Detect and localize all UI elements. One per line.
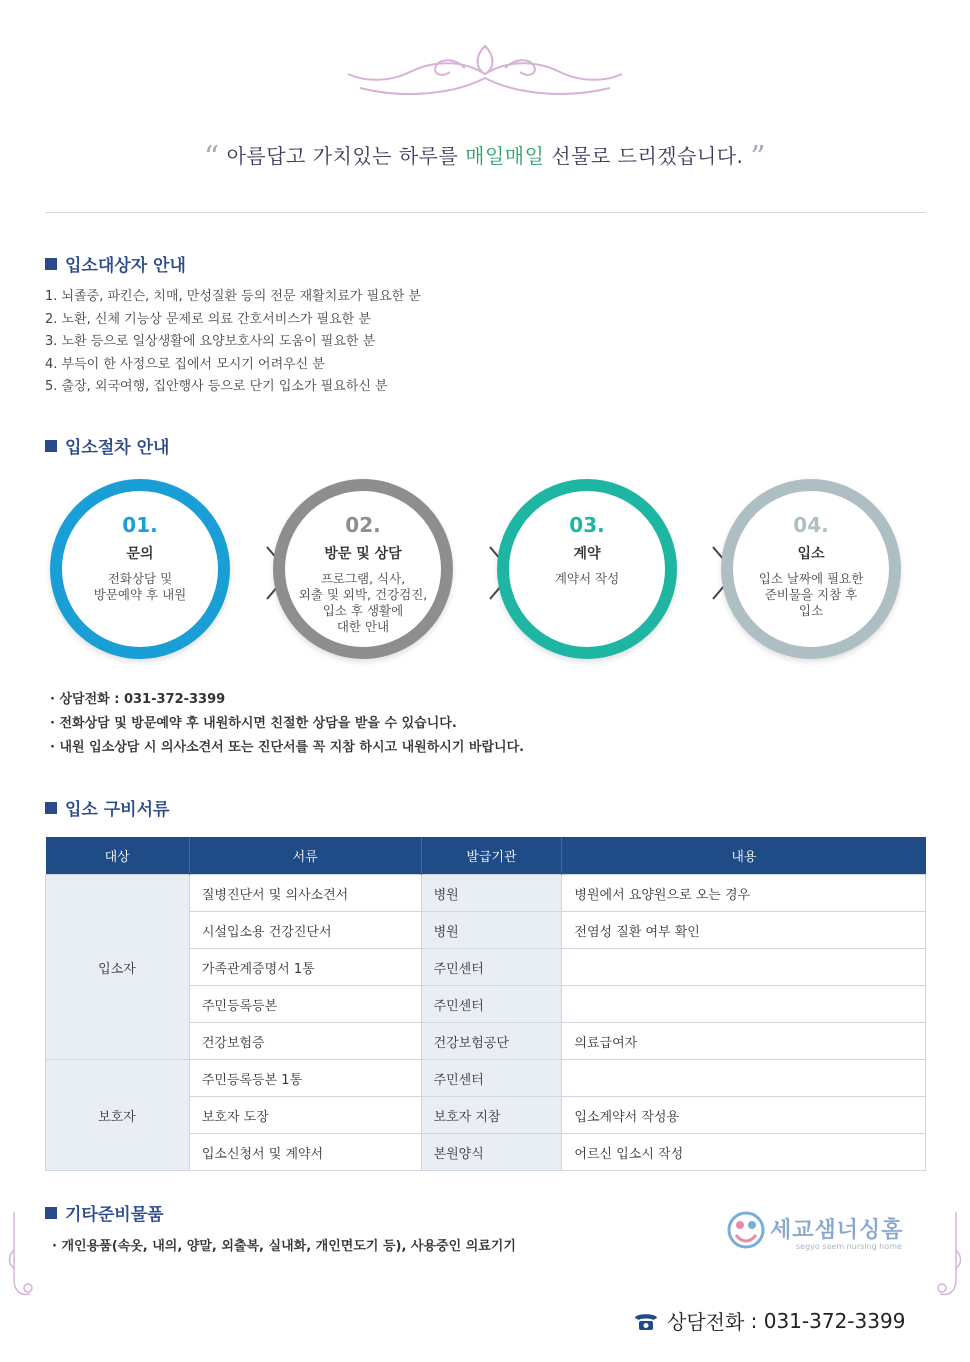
step-description: 프로그램, 식사, 외출 및 외박, 건강검진, 입소 후 생활에 대한 안내	[298, 571, 428, 634]
list-item: 3. 노환 등으로 일상생활에 요양보호사의 도움이 필요한 분	[45, 334, 376, 349]
eligibility-list	[45, 286, 421, 399]
step-description: 계약서 작성	[554, 571, 620, 586]
section-title-text: 입소절차 안내	[65, 438, 170, 458]
table-cell: 병원에서 요양원으로 오는 경우	[562, 875, 926, 912]
step-description: 전화상담 및 방문예약 후 내원	[93, 571, 187, 602]
procedure-notes	[50, 688, 524, 760]
phone-label: 상담전화	[667, 1310, 745, 1334]
open-quote-mark: “	[203, 140, 220, 175]
step-description: 입소 날짜에 필요한 준비물을 지참 후 입소	[758, 571, 864, 618]
table-cell: 건강보험증	[189, 1023, 421, 1060]
list-item: 4. 부득이 한 사정으로 집에서 모시기 어려우신 분	[45, 356, 325, 372]
decorative-ornament-top	[340, 38, 630, 108]
phone-separator: :	[744, 1308, 764, 1333]
slogan-highlight: 매일매일	[465, 144, 545, 168]
table-cell: 전염성 질환 여부 확인	[562, 912, 926, 949]
step-number: 03.	[569, 513, 605, 537]
logo-icon	[726, 1210, 766, 1250]
logo-wordmark: 세교샘너싱홈	[770, 1218, 904, 1243]
table-cell: 가족관계증명서 1통	[189, 949, 421, 986]
footer-phone	[633, 1306, 905, 1335]
telephone-icon	[633, 1310, 659, 1332]
section-title-misc	[45, 1200, 164, 1225]
table-cell: 주민등록등본 1통	[189, 1060, 421, 1097]
table-header-row	[46, 837, 926, 875]
section-title-text: 입소대상자 안내	[65, 256, 186, 276]
table-row	[46, 1060, 926, 1097]
step-circle-1	[50, 479, 230, 659]
column-header: 대상	[46, 837, 190, 875]
step-number: 04.	[793, 513, 829, 537]
section-title-text: 기타준비물품	[65, 1205, 164, 1225]
logo-subtitle: segyo saem nursing home	[796, 1242, 902, 1251]
table-cell: 보호자 지참	[421, 1097, 562, 1134]
misc-note: · 개인용품(속옷, 내의, 양말, 외출복, 실내화, 개인면도기 등), 사용중인 의료기기	[52, 1239, 516, 1254]
table-cell: 보호자 도장	[189, 1097, 421, 1134]
note-item: · 내원 입소상담 시 의사소견서 또는 진단서를 꼭 지참 하시고 내원하시기 바랍니다.	[50, 740, 525, 755]
table-cell: 주민센터	[421, 986, 562, 1023]
group-label-cell: 보호자	[46, 1060, 190, 1171]
table-cell	[562, 949, 926, 986]
step-number: 01.	[122, 513, 158, 537]
table-cell: 시설입소용 건강진단서	[189, 912, 421, 949]
step-number: 02.	[345, 513, 381, 537]
table-cell: 본원양식	[421, 1134, 562, 1171]
square-bullet-icon	[45, 440, 57, 452]
step-circle-3	[497, 479, 677, 659]
note-item: · 상담전화 : 031-372-3399	[50, 692, 226, 707]
list-item: 1. 뇌졸중, 파킨슨, 치매, 만성질환 등의 전문 재활치료가 필요한 분	[45, 289, 421, 304]
table-cell: 병원	[421, 912, 562, 949]
step-title: 방문 및 상담	[324, 546, 402, 562]
slogan-text-end: 선물로 드리겠습니다.	[544, 144, 744, 168]
step-circle-2	[273, 479, 453, 659]
table-cell: 질병진단서 및 의사소견서	[189, 875, 421, 912]
slogan-text-start: 아름답고 가치있는 하루를	[226, 144, 466, 168]
table-cell	[562, 1060, 926, 1097]
table-cell: 건강보험공단	[421, 1023, 562, 1060]
table-cell	[562, 986, 926, 1023]
table-cell: 의료급여자	[562, 1023, 926, 1060]
table-cell: 입소계약서 작성용	[562, 1097, 926, 1134]
table-cell: 입소신청서 및 계약서	[189, 1134, 421, 1171]
table-cell: 어르신 입소시 작성	[562, 1134, 926, 1171]
phone-number[interactable]: 031-372-3399	[763, 1308, 906, 1333]
section-title-documents	[45, 795, 169, 820]
table-cell: 병원	[421, 875, 562, 912]
square-bullet-icon	[45, 1207, 57, 1219]
section-title-text: 입소 구비서류	[65, 800, 170, 820]
table-cell: 주민등록등본	[189, 986, 421, 1023]
step-circle-4	[721, 479, 901, 659]
list-item: 5. 출장, 외국여행, 집안행사 등으로 단기 입소가 필요하신 분	[45, 379, 388, 394]
close-quote-mark: ”	[750, 140, 767, 175]
list-item: 2. 노환, 신체 기능상 문제로 의료 간호서비스가 필요한 분	[45, 311, 371, 327]
column-header: 발급기관	[421, 837, 562, 875]
section-title-procedure	[45, 433, 169, 458]
square-bullet-icon	[45, 258, 57, 270]
header-divider	[45, 212, 926, 213]
table-row	[46, 875, 926, 912]
column-header: 서류	[189, 837, 421, 875]
decorative-ornament-left	[6, 1210, 36, 1300]
documents-table	[45, 837, 926, 1171]
table-cell: 주민센터	[421, 949, 562, 986]
slogan-quote	[0, 140, 970, 175]
section-title-eligibility	[45, 251, 186, 276]
step-title: 문의	[126, 546, 154, 562]
column-header: 내용	[562, 837, 926, 875]
step-title: 입소	[797, 546, 825, 562]
decorative-ornament-right	[934, 1210, 964, 1300]
group-label-cell: 입소자	[46, 875, 190, 1060]
table-cell: 주민센터	[421, 1060, 562, 1097]
note-item: · 전화상담 및 방문예약 후 내원하시면 친절한 상담을 받을 수 있습니다.	[50, 716, 457, 731]
step-title: 계약	[573, 546, 601, 562]
square-bullet-icon	[45, 802, 57, 814]
